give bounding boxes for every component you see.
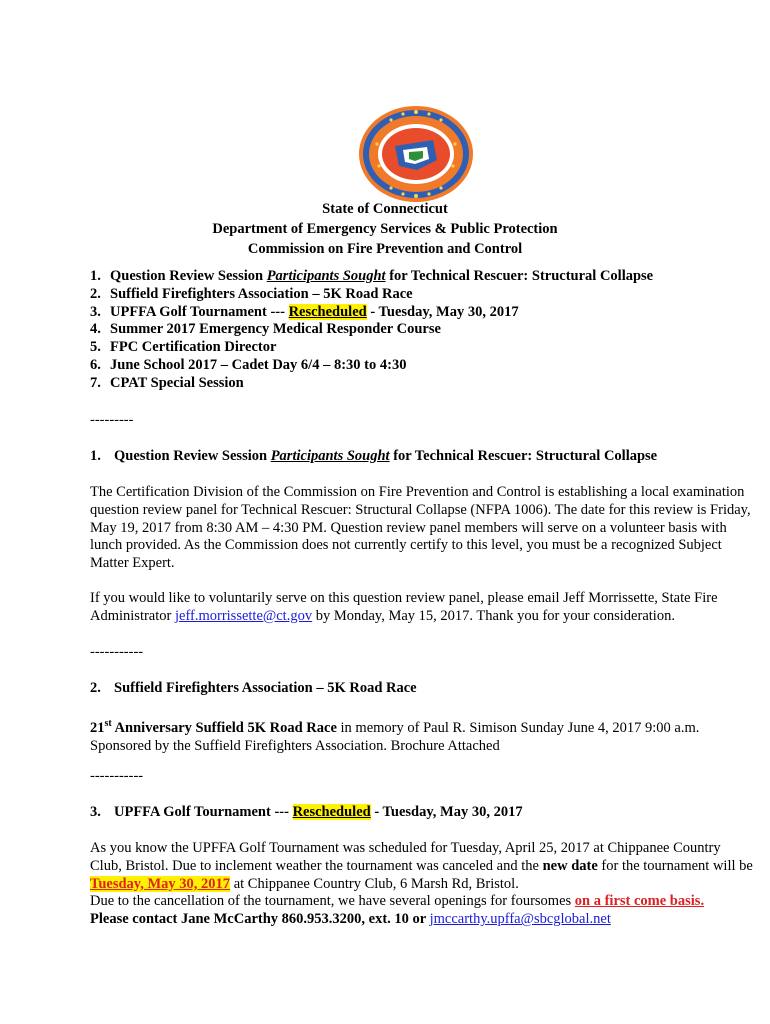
contact-text: Please contact Jane McCarthy 860.953.3200, ext. 10 or (90, 911, 430, 928)
toc-emphasis: Participants Sought (266, 268, 386, 284)
section-2-title (90, 680, 755, 698)
section-title-text: Suffield Firefighters Association – 5K Road Race (114, 680, 417, 696)
separator: --------- (90, 412, 134, 428)
toc-number: 7. (90, 374, 101, 391)
toc-item (90, 321, 730, 339)
section-2-paragraph (90, 715, 755, 755)
section-number: 2. (90, 680, 101, 696)
section-3-title (90, 804, 755, 822)
toc-item (90, 268, 730, 286)
paragraph-text: Due to the cancellation of the tournament, we have several openings for foursomes (90, 893, 575, 910)
race-name: Anniversary Suffield 5K Road Race (111, 719, 337, 736)
section-number: 3. (90, 804, 101, 820)
section-3-body (90, 840, 755, 929)
section-3-contact (90, 911, 755, 929)
document-header (0, 199, 770, 259)
toc-text: CPAT Special Session (110, 374, 244, 391)
ordinal-suffix: st (104, 718, 112, 729)
toc-text: UPFFA Golf Tournament --- (110, 303, 289, 320)
section-1-contact-paragraph (90, 590, 755, 626)
section-3-paragraph (90, 840, 755, 893)
section-title-highlight: Rescheduled (292, 804, 371, 820)
toc-text: - Tuesday, May 30, 2017 (366, 303, 519, 320)
paragraph-text: As you know the UPFFA Golf Tournament was scheduled for Tuesday, April 25, 2017 at Chippanee Country Club, Bristol. Due to inclement weather the tournament was canceled and the (90, 840, 721, 874)
header-commission: Commission on Fire Prevention and Control (247, 241, 523, 257)
toc-item (90, 339, 730, 357)
email-link-jane-mccarthy[interactable]: jmccarthy.upffa@sbcglobal.net (429, 911, 611, 928)
section-1-paragraph: The Certification Division of the Commission on Fire Prevention and Control is establishing a local examination question review panel for Technical Rescuer: Structural Collapse (NFPA 1006). The date for this review is Friday, May 19, 2017 from 8:30 AM – 4:30 PM. Question review panel members will serve on a volunteer basis with lunch provided. As the Commission does not currently certify to this level, you must be a recognized Subject Matter Expert. (90, 484, 751, 572)
toc-text: for Technical Rescuer: Structural Collapse (385, 268, 654, 284)
toc-text: FPC Certification Director (110, 339, 277, 356)
new-date-highlight: Tuesday, May 30, 2017 (90, 875, 231, 892)
separator: ----------- (90, 768, 144, 784)
toc-text: Suffield Firefighters Association – 5K Road Race (110, 285, 413, 302)
toc-item (90, 286, 730, 304)
header-state: State of Connecticut (322, 201, 448, 217)
first-come-notice: on a first come basis. (574, 893, 705, 910)
section-title-emphasis: Participants Sought (270, 448, 390, 464)
email-link-jeff-morrissette[interactable]: jeff.morrissette@ct.gov (174, 607, 313, 624)
paragraph-text: at Chippanee Country Club, 6 Marsh Rd, Bristol. (230, 875, 519, 892)
toc-text: Question Review Session (110, 268, 267, 284)
paragraph-text: in memory of Paul R. Simison Sunday June 4, 2017 9:00 a.m. (336, 719, 700, 736)
section-title-text: UPFFA Golf Tournament --- (114, 804, 293, 820)
toc-highlight: Rescheduled (288, 303, 367, 320)
anniversary-number: 21 (90, 719, 105, 736)
toc-number: 4. (90, 321, 101, 338)
toc-item (90, 357, 730, 375)
toc-item (90, 304, 730, 322)
toc-number: 1. (90, 268, 101, 284)
toc-text: June School 2017 – Cadet Day 6/4 – 8:30 to 4:30 (110, 356, 407, 373)
section-title-text: - Tuesday, May 30, 2017 (370, 804, 523, 820)
table-of-contents (90, 268, 730, 393)
toc-number: 6. (90, 356, 101, 373)
toc-item (90, 375, 730, 393)
new-date-label: new date (542, 857, 598, 874)
commission-seal-logo (357, 104, 475, 204)
paragraph-text: If you would like to voluntarily serve on this question review panel, please email Jeff Morrissette, State Fire Administrator (90, 590, 718, 624)
header-department: Department of Emergency Services & Public Protection (212, 221, 558, 237)
paragraph-text: by Monday, May 15, 2017. Thank you for your consideration. (312, 607, 675, 624)
section-title-text: for Technical Rescuer: Structural Collapse (389, 448, 658, 464)
paragraph-text: for the tournament will be (597, 857, 753, 874)
toc-number: 2. (90, 285, 101, 302)
section-title-text: Question Review Session (114, 448, 271, 464)
section-1-title (90, 448, 755, 466)
toc-number: 5. (90, 339, 101, 356)
section-number: 1. (90, 448, 101, 464)
separator: ----------- (90, 644, 144, 660)
paragraph-text: Sponsored by the Suffield Firefighters Association. Brochure Attached (90, 737, 500, 754)
toc-number: 3. (90, 303, 101, 320)
section-3-openings (90, 893, 755, 911)
toc-text: Summer 2017 Emergency Medical Responder Course (110, 321, 441, 338)
